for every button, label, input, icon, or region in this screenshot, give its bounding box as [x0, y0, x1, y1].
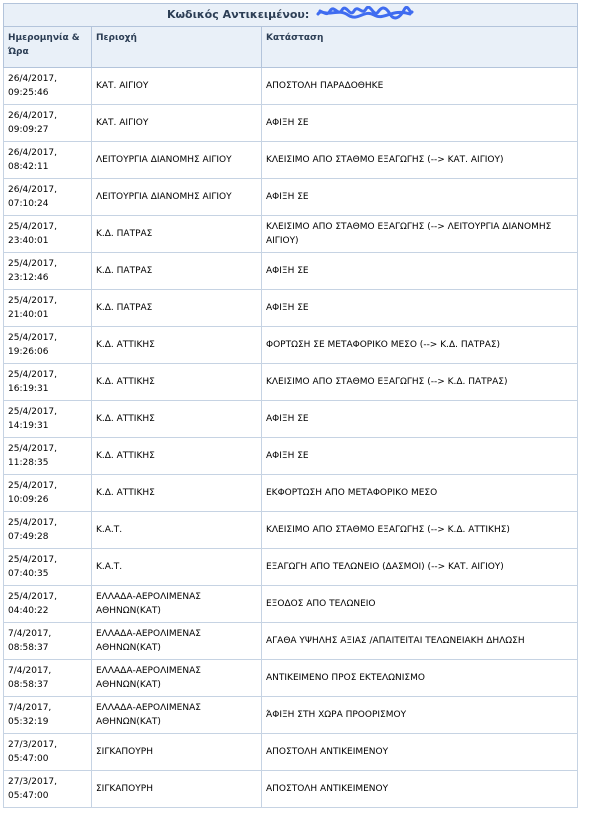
- cell-status: ΑΦΙΞΗ ΣΕ: [262, 105, 578, 142]
- cell-datetime: [4, 697, 92, 734]
- cell-status: ΑΦΙΞΗ ΣΕ: [262, 438, 578, 475]
- cell-status: ΑΠΟΣΤΟΛΗ ΑΝΤΙΚΕΙΜΕΝΟΥ: [262, 734, 578, 771]
- table-row: [4, 734, 578, 771]
- cell-time: 19:26:06: [8, 347, 49, 357]
- cell-date: 27/3/2017,: [8, 740, 58, 750]
- cell-time: 04:40:22: [8, 606, 49, 616]
- item-code-label: Κωδικός Αντικειμένου:: [166, 8, 310, 21]
- cell-status: ΕΞΟΔΟΣ ΑΠΟ ΤΕΛΩΝΕΙΟ: [262, 586, 578, 623]
- table-row: [4, 401, 578, 438]
- cell-status: ΑΦΙΞΗ ΣΕ: [262, 179, 578, 216]
- cell-date: 25/4/2017,: [8, 259, 58, 269]
- cell-time: 23:12:46: [8, 273, 49, 283]
- cell-area: ΕΛΛΑΔΑ-ΑΕΡΟΛΙΜΕΝΑΣ ΑΘΗΝΩΝ(ΚΑΤ): [92, 623, 262, 660]
- table-row: [4, 512, 578, 549]
- cell-datetime: [4, 142, 92, 179]
- cell-status: ΚΛΕΙΣΙΜΟ ΑΠΟ ΣΤΑΘΜΟ ΕΞΑΓΩΓΗΣ (--> Κ.Δ. ΠΑΤΡΑΣ): [262, 364, 578, 401]
- cell-datetime: [4, 660, 92, 697]
- cell-time: 23:40:01: [8, 236, 49, 246]
- cell-datetime: [4, 623, 92, 660]
- cell-area: Κ.Α.Τ.: [92, 549, 262, 586]
- column-header-area: Περιοχή: [92, 27, 262, 68]
- cell-datetime: [4, 216, 92, 253]
- redacted-code-scribble: [316, 6, 414, 24]
- cell-date: 25/4/2017,: [8, 481, 58, 491]
- table-row: [4, 105, 578, 142]
- cell-area: Κ.Δ. ΠΑΤΡΑΣ: [92, 290, 262, 327]
- cell-time: 08:58:37: [8, 680, 49, 690]
- cell-area: Κ.Α.Τ.: [92, 512, 262, 549]
- cell-date: 25/4/2017,: [8, 333, 58, 343]
- table-row: [4, 475, 578, 512]
- cell-date: 7/4/2017,: [8, 703, 52, 713]
- cell-datetime: [4, 549, 92, 586]
- cell-time: 07:49:28: [8, 532, 49, 542]
- cell-area: Κ.Δ. ΑΤΤΙΚΗΣ: [92, 364, 262, 401]
- cell-area: Κ.Δ. ΑΤΤΙΚΗΣ: [92, 438, 262, 475]
- table-row: [4, 179, 578, 216]
- cell-time: 10:09:26: [8, 495, 49, 505]
- cell-area: ΣΙΓΚΑΠΟΥΡΗ: [92, 734, 262, 771]
- table-row: [4, 142, 578, 179]
- cell-time: 05:32:19: [8, 717, 49, 727]
- cell-status: ΚΛΕΙΣΙΜΟ ΑΠΟ ΣΤΑΘΜΟ ΕΞΑΓΩΓΗΣ (--> Κ.Δ. ΑΤΤΙΚΗΣ): [262, 512, 578, 549]
- cell-area: ΕΛΛΑΔΑ-ΑΕΡΟΛΙΜΕΝΑΣ ΑΘΗΝΩΝ(ΚΑΤ): [92, 586, 262, 623]
- cell-area: ΕΛΛΑΔΑ-ΑΕΡΟΛΙΜΕΝΑΣ ΑΘΗΝΩΝ(ΚΑΤ): [92, 697, 262, 734]
- cell-date: 25/4/2017,: [8, 222, 58, 232]
- cell-date: 25/4/2017,: [8, 370, 58, 380]
- cell-time: 07:10:24: [8, 199, 49, 209]
- cell-time: 09:25:46: [8, 88, 49, 98]
- cell-datetime: [4, 364, 92, 401]
- cell-datetime: [4, 179, 92, 216]
- cell-status: ΑΦΙΞΗ ΣΕ: [262, 290, 578, 327]
- cell-status: ΚΛΕΙΣΙΜΟ ΑΠΟ ΣΤΑΘΜΟ ΕΞΑΓΩΓΗΣ (--> ΚΑΤ. ΑΙΓΙΟΥ): [262, 142, 578, 179]
- cell-date: 27/3/2017,: [8, 777, 58, 787]
- cell-status: ΑΠΟΣΤΟΛΗ ΠΑΡΑΔΟΘΗΚΕ: [262, 68, 578, 105]
- cell-status: ΑΝΤΙΚΕΙΜΕΝΟ ΠΡΟΣ ΕΚΤΕΛΩΝΙΣΜΟ: [262, 660, 578, 697]
- table-row: [4, 68, 578, 105]
- cell-time: 21:40:01: [8, 310, 49, 320]
- cell-area: ΚΑΤ. ΑΙΓΙΟΥ: [92, 68, 262, 105]
- table-title: [4, 4, 578, 27]
- cell-date: 25/4/2017,: [8, 555, 58, 565]
- cell-status: ΑΦΙΞΗ ΣΕ: [262, 401, 578, 438]
- cell-status: ΑΦΙΞΗ ΣΕ: [262, 253, 578, 290]
- cell-time: 14:19:31: [8, 421, 49, 431]
- cell-date: 7/4/2017,: [8, 629, 52, 639]
- table-row: [4, 697, 578, 734]
- cell-datetime: [4, 401, 92, 438]
- cell-datetime: [4, 68, 92, 105]
- cell-datetime: [4, 438, 92, 475]
- table-row: [4, 216, 578, 253]
- table-row: [4, 253, 578, 290]
- cell-date: 25/4/2017,: [8, 444, 58, 454]
- cell-date: 25/4/2017,: [8, 518, 58, 528]
- cell-datetime: [4, 512, 92, 549]
- cell-area: Κ.Δ. ΠΑΤΡΑΣ: [92, 253, 262, 290]
- table-row: [4, 623, 578, 660]
- cell-datetime: [4, 475, 92, 512]
- cell-time: 08:42:11: [8, 162, 49, 172]
- cell-datetime: [4, 771, 92, 808]
- cell-area: ΛΕΙΤΟΥΡΓΙΑ ΔΙΑΝΟΜΗΣ ΑΙΓΙΟΥ: [92, 179, 262, 216]
- cell-time: 08:58:37: [8, 643, 49, 653]
- table-row: [4, 438, 578, 475]
- cell-status: ΑΓΑΘΑ ΥΨΗΛΗΣ ΑΞΙΑΣ /ΑΠΑΙΤΕΙΤΑΙ ΤΕΛΩΝΕΙΑΚΗ ΔΗΛΩΣΗ: [262, 623, 578, 660]
- cell-date: 25/4/2017,: [8, 592, 58, 602]
- cell-area: ΛΕΙΤΟΥΡΓΙΑ ΔΙΑΝΟΜΗΣ ΑΙΓΙΟΥ: [92, 142, 262, 179]
- cell-area: Κ.Δ. ΠΑΤΡΑΣ: [92, 216, 262, 253]
- cell-date: 26/4/2017,: [8, 148, 58, 158]
- tracking-table: [3, 3, 578, 808]
- cell-time: 07:40:35: [8, 569, 49, 579]
- cell-datetime: [4, 253, 92, 290]
- cell-date: 26/4/2017,: [8, 185, 58, 195]
- cell-date: 26/4/2017,: [8, 111, 58, 121]
- cell-datetime: [4, 327, 92, 364]
- cell-date: 26/4/2017,: [8, 74, 58, 84]
- cell-date: 7/4/2017,: [8, 666, 52, 676]
- cell-area: Κ.Δ. ΑΤΤΙΚΗΣ: [92, 475, 262, 512]
- cell-time: 05:47:00: [8, 754, 49, 764]
- cell-datetime: [4, 734, 92, 771]
- cell-time: 11:28:35: [8, 458, 49, 468]
- cell-status: ΚΛΕΙΣΙΜΟ ΑΠΟ ΣΤΑΘΜΟ ΕΞΑΓΩΓΗΣ (--> ΛΕΙΤΟΥΡΓΙΑ ΔΙΑΝΟΜΗΣ ΑΙΓΙΟΥ): [262, 216, 578, 253]
- cell-datetime: [4, 105, 92, 142]
- table-row: [4, 549, 578, 586]
- cell-datetime: [4, 586, 92, 623]
- table-row: [4, 327, 578, 364]
- cell-area: ΚΑΤ. ΑΙΓΙΟΥ: [92, 105, 262, 142]
- cell-area: ΕΛΛΑΔΑ-ΑΕΡΟΛΙΜΕΝΑΣ ΑΘΗΝΩΝ(ΚΑΤ): [92, 660, 262, 697]
- table-row: [4, 290, 578, 327]
- cell-status: ΕΚΦΟΡΤΩΣΗ ΑΠΟ ΜΕΤΑΦΟΡΙΚΟ ΜΕΣΟ: [262, 475, 578, 512]
- cell-status: ΆΦΙΞΗ ΣΤΗ ΧΩΡΑ ΠΡΟΟΡΙΣΜΟΥ: [262, 697, 578, 734]
- table-row: [4, 771, 578, 808]
- column-header-status: Κατάσταση: [262, 27, 578, 68]
- table-row: [4, 364, 578, 401]
- cell-status: ΕΞΑΓΩΓΗ ΑΠΟ ΤΕΛΩΝΕΙΟ (ΔΑΣΜΟΙ) (--> ΚΑΤ. ΑΙΓΙΟΥ): [262, 549, 578, 586]
- cell-status: ΑΠΟΣΤΟΛΗ ΑΝΤΙΚΕΙΜΕΝΟΥ: [262, 771, 578, 808]
- cell-area: Κ.Δ. ΑΤΤΙΚΗΣ: [92, 327, 262, 364]
- table-row: [4, 660, 578, 697]
- column-header-datetime: Ημερομηνία & Ώρα: [4, 27, 92, 68]
- cell-datetime: [4, 290, 92, 327]
- cell-area: ΣΙΓΚΑΠΟΥΡΗ: [92, 771, 262, 808]
- cell-time: 05:47:00: [8, 791, 49, 801]
- cell-time: 09:09:27: [8, 125, 49, 135]
- table-row: [4, 586, 578, 623]
- cell-date: 25/4/2017,: [8, 296, 58, 306]
- tracking-panel: [3, 3, 577, 808]
- cell-area: Κ.Δ. ΑΤΤΙΚΗΣ: [92, 401, 262, 438]
- cell-status: ΦΟΡΤΩΣΗ ΣΕ ΜΕΤΑΦΟΡΙΚΟ ΜΕΣΟ (--> Κ.Δ. ΠΑΤΡΑΣ): [262, 327, 578, 364]
- cell-time: 16:19:31: [8, 384, 49, 394]
- cell-date: 25/4/2017,: [8, 407, 58, 417]
